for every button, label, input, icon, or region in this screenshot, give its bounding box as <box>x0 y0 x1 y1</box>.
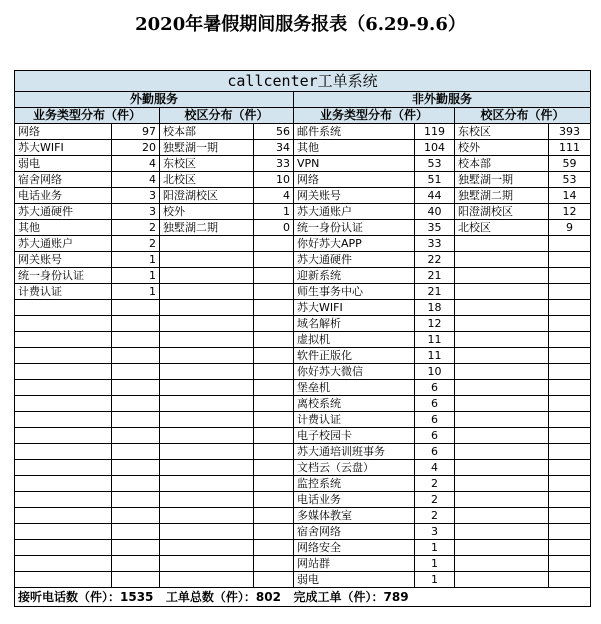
table-row <box>15 476 591 492</box>
field-type-name: 苏大WIFI <box>15 140 112 156</box>
field-campus-count <box>254 556 294 572</box>
field-type-name <box>15 300 112 316</box>
field-type-name <box>15 364 112 380</box>
field-type-count: 2 <box>112 236 160 252</box>
table-row <box>15 428 591 444</box>
field-type-name <box>15 412 112 428</box>
field-campus-name <box>160 460 254 476</box>
field-campus-count <box>254 252 294 268</box>
field-campus-count: 1 <box>254 204 294 220</box>
field-campus-name <box>160 396 254 412</box>
nonfield-type-count: 6 <box>415 380 455 396</box>
field-campus-count: 10 <box>254 172 294 188</box>
field-campus-count <box>254 300 294 316</box>
field-campus-count <box>254 364 294 380</box>
summary-row <box>15 588 591 607</box>
field-type-name <box>15 540 112 556</box>
field-type-count: 1 <box>112 252 160 268</box>
nonfield-campus-name <box>455 508 549 524</box>
field-type-header: 业务类型分布（件） <box>15 108 160 124</box>
field-campus-count <box>254 380 294 396</box>
nonfield-campus-name <box>455 412 549 428</box>
nonfield-type-count: 119 <box>415 124 455 140</box>
nonfield-campus-count: 12 <box>549 204 591 220</box>
field-campus-count: 33 <box>254 156 294 172</box>
nonfield-campus-count <box>549 556 591 572</box>
field-type-count <box>112 540 160 556</box>
nonfield-type-count: 2 <box>415 508 455 524</box>
field-campus-name <box>160 316 254 332</box>
table-row <box>15 540 591 556</box>
nonfield-type-count: 6 <box>415 444 455 460</box>
nonfield-campus-name: 校本部 <box>455 156 549 172</box>
nonfield-type-name: 域名解析 <box>294 316 415 332</box>
field-type-count <box>112 316 160 332</box>
nonfield-type-count: 21 <box>415 268 455 284</box>
nonfield-type-count: 51 <box>415 172 455 188</box>
nonfield-campus-count <box>549 284 591 300</box>
field-type-name <box>15 460 112 476</box>
field-type-count <box>112 428 160 444</box>
nonfield-campus-count <box>549 300 591 316</box>
nonfield-type-count: 44 <box>415 188 455 204</box>
field-campus-name <box>160 476 254 492</box>
field-campus-name <box>160 364 254 380</box>
field-campus-name <box>160 444 254 460</box>
field-type-name <box>15 444 112 460</box>
field-type-name: 网关账号 <box>15 252 112 268</box>
field-type-name <box>15 348 112 364</box>
field-type-name <box>15 316 112 332</box>
nonfield-campus-count: 9 <box>549 220 591 236</box>
nonfield-type-count: 1 <box>415 572 455 588</box>
table-row <box>15 396 591 412</box>
nonfield-campus-count <box>549 396 591 412</box>
field-campus-name <box>160 332 254 348</box>
nonfield-type-name: VPN <box>294 156 415 172</box>
field-campus-name: 东校区 <box>160 156 254 172</box>
nonfield-campus-count <box>549 252 591 268</box>
nonfield-type-count: 1 <box>415 556 455 572</box>
field-type-name <box>15 572 112 588</box>
field-campus-count: 34 <box>254 140 294 156</box>
table-row <box>15 284 591 300</box>
nonfield-campus-name: 阳澄湖校区 <box>455 204 549 220</box>
nonfield-campus-name <box>455 572 549 588</box>
field-type-count <box>112 556 160 572</box>
field-campus-name: 校本部 <box>160 124 254 140</box>
field-type-name <box>15 380 112 396</box>
field-type-name: 电话业务 <box>15 188 112 204</box>
field-type-count <box>112 460 160 476</box>
nonfield-campus-name: 独墅湖二期 <box>455 188 549 204</box>
nonfield-type-name: 苏大通账户 <box>294 204 415 220</box>
nonfield-type-count: 4 <box>415 460 455 476</box>
field-type-name <box>15 396 112 412</box>
nonfield-campus-name <box>455 444 549 460</box>
field-campus-name: 校外 <box>160 204 254 220</box>
field-campus-count <box>254 460 294 476</box>
nonfield-type-count: 104 <box>415 140 455 156</box>
nonfield-campus-name <box>455 236 549 252</box>
nonfield-campus-count <box>549 460 591 476</box>
nonfield-type-count: 11 <box>415 332 455 348</box>
table-row <box>15 220 591 236</box>
nonfield-service-group: 非外勤服务 <box>294 92 591 108</box>
nonfield-campus-name <box>455 492 549 508</box>
nonfield-campus-name <box>455 348 549 364</box>
table-row <box>15 268 591 284</box>
nonfield-campus-count: 59 <box>549 156 591 172</box>
nonfield-type-name: 网关账号 <box>294 188 415 204</box>
field-campus-count <box>254 540 294 556</box>
nonfield-type-name: 你好苏大APP <box>294 236 415 252</box>
nonfield-campus-count <box>549 492 591 508</box>
field-type-name: 苏大通硬件 <box>15 204 112 220</box>
field-campus-name <box>160 492 254 508</box>
field-type-count <box>112 492 160 508</box>
table-row <box>15 300 591 316</box>
nonfield-type-name: 统一身份认证 <box>294 220 415 236</box>
field-campus-count <box>254 572 294 588</box>
nonfield-type-name: 计费认证 <box>294 412 415 428</box>
table-row <box>15 508 591 524</box>
nonfield-type-count: 53 <box>415 156 455 172</box>
table-row <box>15 140 591 156</box>
nonfield-type-count: 2 <box>415 492 455 508</box>
nonfield-type-count: 10 <box>415 364 455 380</box>
table-row <box>15 252 591 268</box>
field-type-name <box>15 556 112 572</box>
table-row <box>15 188 591 204</box>
nonfield-type-name: 监控系统 <box>294 476 415 492</box>
nonfield-campus-name: 北校区 <box>455 220 549 236</box>
field-type-count <box>112 332 160 348</box>
nonfield-type-name: 虚拟机 <box>294 332 415 348</box>
nonfield-type-name: 电子校园卡 <box>294 428 415 444</box>
nonfield-campus-count <box>549 572 591 588</box>
field-campus-count <box>254 444 294 460</box>
field-type-count: 1 <box>112 268 160 284</box>
nonfield-campus-name <box>455 268 549 284</box>
nonfield-campus-name <box>455 428 549 444</box>
field-campus-count <box>254 396 294 412</box>
nonfield-type-count: 35 <box>415 220 455 236</box>
nonfield-type-name: 弱电 <box>294 572 415 588</box>
nonfield-campus-name <box>455 252 549 268</box>
nonfield-campus-count <box>549 524 591 540</box>
field-campus-name <box>160 268 254 284</box>
field-type-count <box>112 476 160 492</box>
nonfield-campus-count <box>549 412 591 428</box>
nonfield-type-name: 文档云（云盘） <box>294 460 415 476</box>
field-campus-name <box>160 428 254 444</box>
table-row <box>15 364 591 380</box>
field-campus-name: 北校区 <box>160 172 254 188</box>
nonfield-campus-count: 14 <box>549 188 591 204</box>
field-type-count <box>112 380 160 396</box>
table-row <box>15 412 591 428</box>
field-campus-name <box>160 284 254 300</box>
field-type-name: 统一身份认证 <box>15 268 112 284</box>
table-title: callcenter工单系统 <box>15 71 591 92</box>
field-type-name <box>15 524 112 540</box>
nonfield-type-name: 苏大通培训班事务 <box>294 444 415 460</box>
nonfield-campus-name <box>455 364 549 380</box>
table-row <box>15 572 591 588</box>
field-campus-count <box>254 348 294 364</box>
nonfield-type-count: 2 <box>415 476 455 492</box>
field-campus-name <box>160 412 254 428</box>
field-campus-count <box>254 236 294 252</box>
field-campus-count: 4 <box>254 188 294 204</box>
field-campus-name <box>160 236 254 252</box>
nonfield-campus-count: 111 <box>549 140 591 156</box>
field-type-count: 1 <box>112 284 160 300</box>
nonfield-type-count: 6 <box>415 412 455 428</box>
nonfield-campus-name <box>455 332 549 348</box>
field-type-count: 3 <box>112 204 160 220</box>
nonfield-campus-count <box>549 540 591 556</box>
nonfield-type-count: 6 <box>415 428 455 444</box>
field-campus-count <box>254 476 294 492</box>
field-campus-header: 校区分布（件） <box>160 108 294 124</box>
field-campus-count <box>254 524 294 540</box>
table-row <box>15 460 591 476</box>
field-type-name: 弱电 <box>15 156 112 172</box>
summary-text: 接听电话数（件）：1535 工单总数（件）：802 完成工单（件）：789 <box>15 588 591 607</box>
nonfield-type-count: 33 <box>415 236 455 252</box>
nonfield-campus-header: 校区分布（件） <box>455 108 591 124</box>
nonfield-campus-count: 53 <box>549 172 591 188</box>
field-type-count <box>112 524 160 540</box>
nonfield-campus-name <box>455 556 549 572</box>
nonfield-type-name: 其他 <box>294 140 415 156</box>
nonfield-campus-name <box>455 380 549 396</box>
field-type-count: 2 <box>112 220 160 236</box>
nonfield-campus-name <box>455 316 549 332</box>
nonfield-campus-count <box>549 428 591 444</box>
table-row <box>15 172 591 188</box>
nonfield-type-name: 苏大通硬件 <box>294 252 415 268</box>
table-row <box>15 236 591 252</box>
table-row <box>15 380 591 396</box>
field-type-count <box>112 300 160 316</box>
field-campus-name <box>160 348 254 364</box>
field-type-count: 4 <box>112 156 160 172</box>
nonfield-campus-count <box>549 236 591 252</box>
field-type-name: 计费认证 <box>15 284 112 300</box>
field-campus-name <box>160 252 254 268</box>
field-type-count <box>112 396 160 412</box>
field-type-count <box>112 572 160 588</box>
table-row <box>15 524 591 540</box>
nonfield-type-name: 网站群 <box>294 556 415 572</box>
table-row <box>15 348 591 364</box>
field-type-count: 3 <box>112 188 160 204</box>
nonfield-campus-count <box>549 444 591 460</box>
table-row <box>15 156 591 172</box>
field-type-name <box>15 508 112 524</box>
field-type-name: 宿舍网络 <box>15 172 112 188</box>
field-type-count: 4 <box>112 172 160 188</box>
field-campus-name <box>160 524 254 540</box>
table-row <box>15 492 591 508</box>
field-campus-count <box>254 508 294 524</box>
nonfield-type-count: 40 <box>415 204 455 220</box>
table-row <box>15 556 591 572</box>
nonfield-type-count: 12 <box>415 316 455 332</box>
field-type-name <box>15 428 112 444</box>
field-type-name: 其他 <box>15 220 112 236</box>
field-service-group: 外勤服务 <box>15 92 294 108</box>
field-type-count: 97 <box>112 124 160 140</box>
nonfield-campus-count <box>549 348 591 364</box>
report-table <box>14 70 591 607</box>
field-campus-name: 独墅湖一期 <box>160 140 254 156</box>
nonfield-campus-count <box>549 332 591 348</box>
nonfield-campus-name <box>455 476 549 492</box>
field-campus-name <box>160 380 254 396</box>
field-type-name: 苏大通账户 <box>15 236 112 252</box>
nonfield-type-header: 业务类型分布（件） <box>294 108 455 124</box>
nonfield-type-count: 22 <box>415 252 455 268</box>
field-type-count <box>112 508 160 524</box>
field-type-count <box>112 412 160 428</box>
nonfield-type-name: 邮件系统 <box>294 124 415 140</box>
nonfield-type-name: 软件正版化 <box>294 348 415 364</box>
nonfield-type-count: 18 <box>415 300 455 316</box>
field-campus-count <box>254 332 294 348</box>
nonfield-campus-name: 校外 <box>455 140 549 156</box>
nonfield-campus-count: 393 <box>549 124 591 140</box>
nonfield-type-name: 宿舍网络 <box>294 524 415 540</box>
field-campus-name <box>160 540 254 556</box>
field-campus-name <box>160 572 254 588</box>
nonfield-campus-count <box>549 268 591 284</box>
table-row <box>15 124 591 140</box>
nonfield-type-count: 3 <box>415 524 455 540</box>
nonfield-type-name: 苏大WIFI <box>294 300 415 316</box>
field-campus-name <box>160 508 254 524</box>
nonfield-type-count: 6 <box>415 396 455 412</box>
field-campus-name <box>160 556 254 572</box>
nonfield-campus-count <box>549 508 591 524</box>
nonfield-type-name: 网络安全 <box>294 540 415 556</box>
nonfield-campus-count <box>549 476 591 492</box>
field-type-count <box>112 444 160 460</box>
field-campus-count <box>254 268 294 284</box>
nonfield-type-count: 1 <box>415 540 455 556</box>
nonfield-type-name: 多媒体教室 <box>294 508 415 524</box>
field-campus-count <box>254 316 294 332</box>
field-type-name: 网络 <box>15 124 112 140</box>
field-campus-name: 阳澄湖校区 <box>160 188 254 204</box>
field-type-count <box>112 348 160 364</box>
nonfield-campus-count <box>549 380 591 396</box>
table-row <box>15 204 591 220</box>
field-type-name <box>15 332 112 348</box>
field-campus-count <box>254 492 294 508</box>
field-type-name <box>15 476 112 492</box>
field-type-count <box>112 364 160 380</box>
nonfield-campus-name <box>455 300 549 316</box>
nonfield-campus-name <box>455 540 549 556</box>
nonfield-type-name: 你好苏大微信 <box>294 364 415 380</box>
nonfield-campus-name: 独墅湖一期 <box>455 172 549 188</box>
nonfield-type-count: 11 <box>415 348 455 364</box>
field-type-name <box>15 492 112 508</box>
nonfield-type-name: 离校系统 <box>294 396 415 412</box>
field-campus-count: 56 <box>254 124 294 140</box>
nonfield-campus-name <box>455 460 549 476</box>
nonfield-type-name: 网络 <box>294 172 415 188</box>
field-campus-name: 独墅湖二期 <box>160 220 254 236</box>
nonfield-campus-name <box>455 396 549 412</box>
nonfield-type-count: 21 <box>415 284 455 300</box>
table-row <box>15 332 591 348</box>
nonfield-campus-count <box>549 364 591 380</box>
table-row <box>15 444 591 460</box>
field-type-count: 20 <box>112 140 160 156</box>
nonfield-type-name: 迎新系统 <box>294 268 415 284</box>
nonfield-campus-name <box>455 524 549 540</box>
field-campus-count: 0 <box>254 220 294 236</box>
report-title: 2020年暑假期间服务报表（6.29-9.6） <box>135 14 466 35</box>
nonfield-type-name: 电话业务 <box>294 492 415 508</box>
field-campus-name <box>160 300 254 316</box>
field-campus-count <box>254 412 294 428</box>
field-campus-count <box>254 428 294 444</box>
table-row <box>15 316 591 332</box>
nonfield-campus-name: 东校区 <box>455 124 549 140</box>
nonfield-type-name: 堡垒机 <box>294 380 415 396</box>
nonfield-campus-name <box>455 284 549 300</box>
nonfield-type-name: 师生事务中心 <box>294 284 415 300</box>
field-campus-count <box>254 284 294 300</box>
nonfield-campus-count <box>549 316 591 332</box>
